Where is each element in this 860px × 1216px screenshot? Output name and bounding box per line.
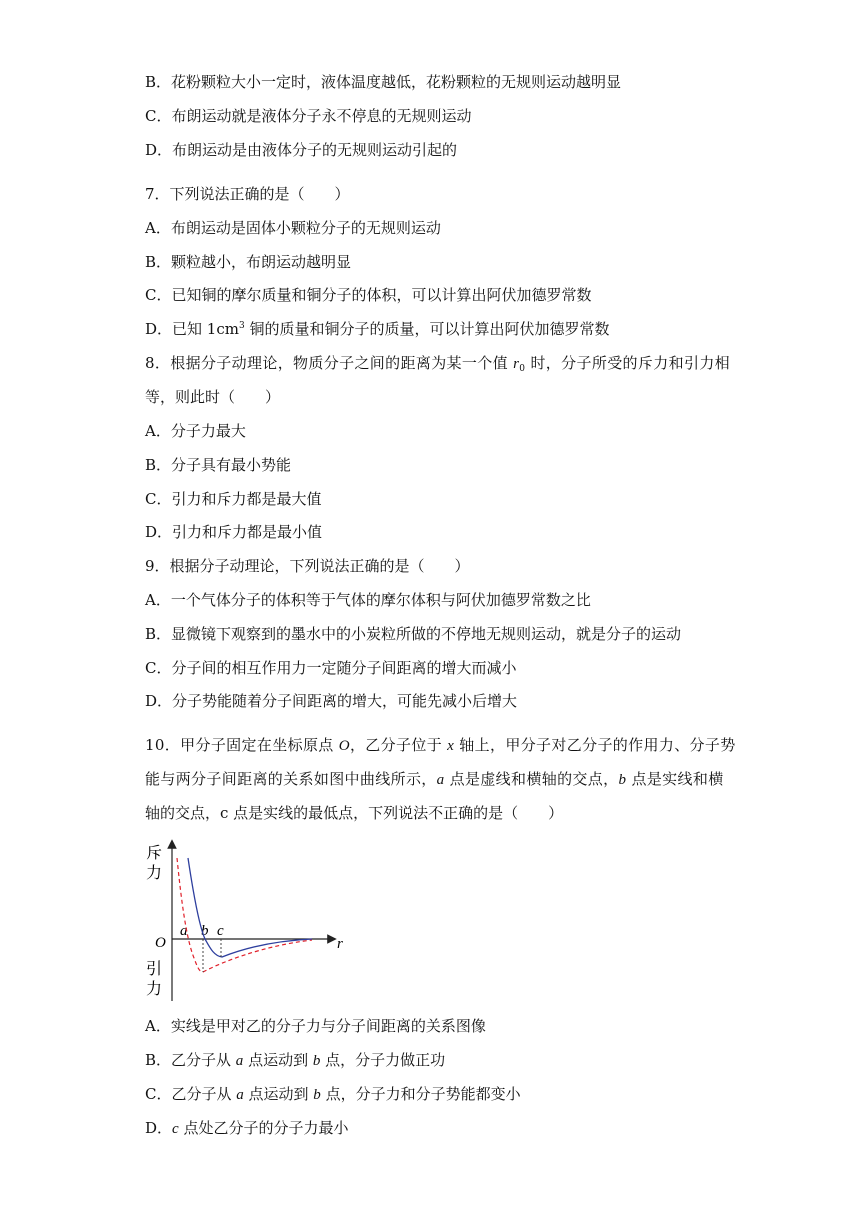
q8-stem-line2: 等，则此时（ ） <box>145 388 281 406</box>
q10-l1-a: 10．甲分子固定在坐标原点 <box>145 736 339 754</box>
q10-option-c <box>145 1084 521 1105</box>
force-distance-figure <box>142 838 352 1008</box>
point-a-label: a <box>180 923 188 939</box>
q10-od-1: D． <box>145 1119 173 1137</box>
label-attraction-2: 力 <box>146 981 163 998</box>
q7-option-a: A．布朗运动是固体小颗粒分子的无规则运动 <box>145 219 441 237</box>
q10-l2-pa: a <box>436 772 445 788</box>
origin-label: O <box>155 935 166 951</box>
q7-option-c: C．已知铜的摩尔质量和铜分子的体积，可以计算出阿伏加德罗常数 <box>145 286 592 304</box>
label-repulsion-2: 力 <box>146 865 163 882</box>
q7-option-d-sup: 3 <box>238 321 245 331</box>
q10-option-b <box>145 1050 445 1071</box>
q8-option-c: C．引力和斥力都是最大值 <box>145 490 322 508</box>
point-c-label: c <box>217 923 224 939</box>
q10-stem-line2 <box>145 769 724 790</box>
q6-option-c: C．布朗运动就是液体分子永不停息的无规则运动 <box>145 107 472 125</box>
q9-option-c: C．分子间的相互作用力一定随分子间距离的增大而减小 <box>145 659 517 677</box>
q10-oc-2: 点运动到 <box>243 1085 314 1103</box>
q10-stem-line1 <box>145 735 736 756</box>
q10-l1-c: 轴上，甲分子对乙分子的作用力、分子势 <box>454 736 736 754</box>
q10-ob-1: B．乙分子从 <box>145 1051 236 1069</box>
q9-option-d: D．分子势能随着分子间距离的增大，可能先减小后增大 <box>145 692 518 710</box>
q7-option-b: B．颗粒越小，布朗运动越明显 <box>145 253 352 271</box>
q10-oc-3: 点，分子力和分子势能都变小 <box>320 1085 521 1103</box>
q10-od-2: 点处乙分子的分子力最小 <box>178 1119 349 1137</box>
q7-stem: 7．下列说法正确的是（ ） <box>145 185 350 203</box>
q8-option-b: B．分子具有最小势能 <box>145 456 292 474</box>
q10-option-a: A．实线是甲对乙的分子力与分子间距离的关系图像 <box>145 1017 486 1035</box>
q10-ob-2: 点运动到 <box>243 1051 313 1069</box>
q10-ob-a: a <box>235 1053 244 1069</box>
q8-stem-line1 <box>145 353 730 374</box>
q8-option-d: D．引力和斥力都是最小值 <box>145 523 323 541</box>
q10-l2-pb: b <box>618 772 627 788</box>
q10-l1-b: ，乙分子位于 <box>349 736 448 754</box>
q10-oc-b: b <box>313 1087 321 1103</box>
q9-stem: 9．根据分子动理论，下列说法正确的是（ ） <box>145 557 470 575</box>
q10-ob-3: 点，分子力做正功 <box>320 1051 446 1069</box>
q10-oc-1: C．乙分子从 <box>145 1085 237 1103</box>
q9-option-b: B．显微镜下观察到的墨水中的小炭粒所做的不停地无规则运动，就是分子的运动 <box>145 625 682 643</box>
q10-stem-line3: 轴的交点，c 点是实线的最低点，下列说法不正确的是（ ） <box>145 804 564 822</box>
dashed-curve <box>177 858 312 972</box>
q8-stem-pre: 8．根据分子动理论，物质分子之间的距离为某一个值 <box>145 354 514 372</box>
q7-option-d-post: 铜的质量和铜分子的质量，可以计算出阿伏加德罗常数 <box>244 320 610 338</box>
point-b-label: b <box>201 923 209 939</box>
q8-var-r: r <box>513 356 520 372</box>
q10-oc-a: a <box>236 1087 244 1103</box>
q8-option-a: A．分子力最大 <box>145 422 246 440</box>
q10-ob-b: b <box>312 1053 321 1069</box>
q6-option-b: B．花粉颗粒大小一定时，液体温度越低，花粉颗粒的无规则运动越明显 <box>145 73 622 91</box>
q10-l2-b: 点是虚线和横轴的交点， <box>444 770 619 788</box>
q10-option-d <box>145 1118 348 1139</box>
q10-l1-x: x <box>447 738 455 754</box>
q10-l2-a: 能与两分子间距离的关系如图中曲线所示， <box>145 770 437 788</box>
q10-od-c: c <box>172 1121 179 1137</box>
axis-r-label: r <box>337 936 343 952</box>
q6-option-d: D．布朗运动是由液体分子的无规则运动引起的 <box>145 141 458 159</box>
label-repulsion-1: 斥 <box>146 845 163 862</box>
q10-l2-c: 点是实线和横 <box>626 770 724 788</box>
q7-option-d <box>145 319 609 339</box>
q10-l1-O: O <box>338 738 350 754</box>
q9-option-a: A．一个气体分子的体积等于气体的摩尔体积与阿伏加德罗常数之比 <box>145 591 591 609</box>
solid-curve <box>188 858 312 957</box>
q7-option-d-pre: D．已知 1cm <box>145 320 239 338</box>
label-attraction-1: 引 <box>146 961 163 978</box>
q8-stem-post: 时，分子所受的斥力和引力相 <box>525 354 731 372</box>
q8-var-sub: 0 <box>519 364 526 374</box>
